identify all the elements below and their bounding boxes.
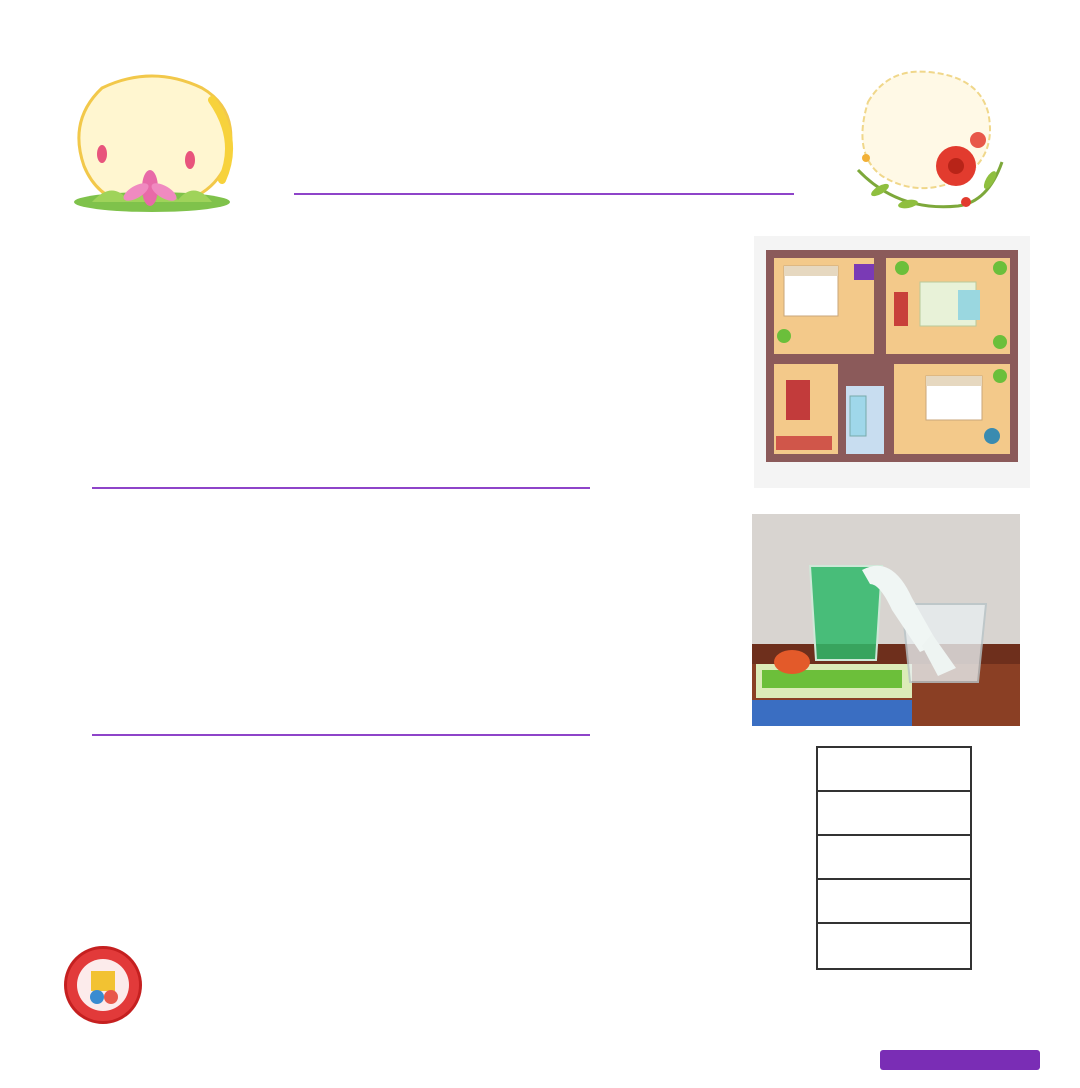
floor-plan-image xyxy=(754,236,1030,488)
number-row xyxy=(818,924,970,968)
number-row xyxy=(818,836,970,880)
section-divider xyxy=(92,487,590,489)
number-row xyxy=(818,748,970,792)
section-divider xyxy=(92,734,590,736)
number-row xyxy=(818,880,970,924)
flower-border-left xyxy=(8,0,68,1080)
website-link[interactable] xyxy=(880,1050,1040,1070)
title-underline xyxy=(294,193,794,195)
experiment-photo xyxy=(752,514,1020,726)
week-badge xyxy=(838,62,1008,222)
numbers-table xyxy=(816,746,972,970)
brand-logo xyxy=(64,946,142,1024)
number-row xyxy=(818,792,970,836)
flower-border-top xyxy=(0,6,1080,66)
flower-border-right xyxy=(1030,0,1080,1080)
date-badge xyxy=(62,70,242,220)
